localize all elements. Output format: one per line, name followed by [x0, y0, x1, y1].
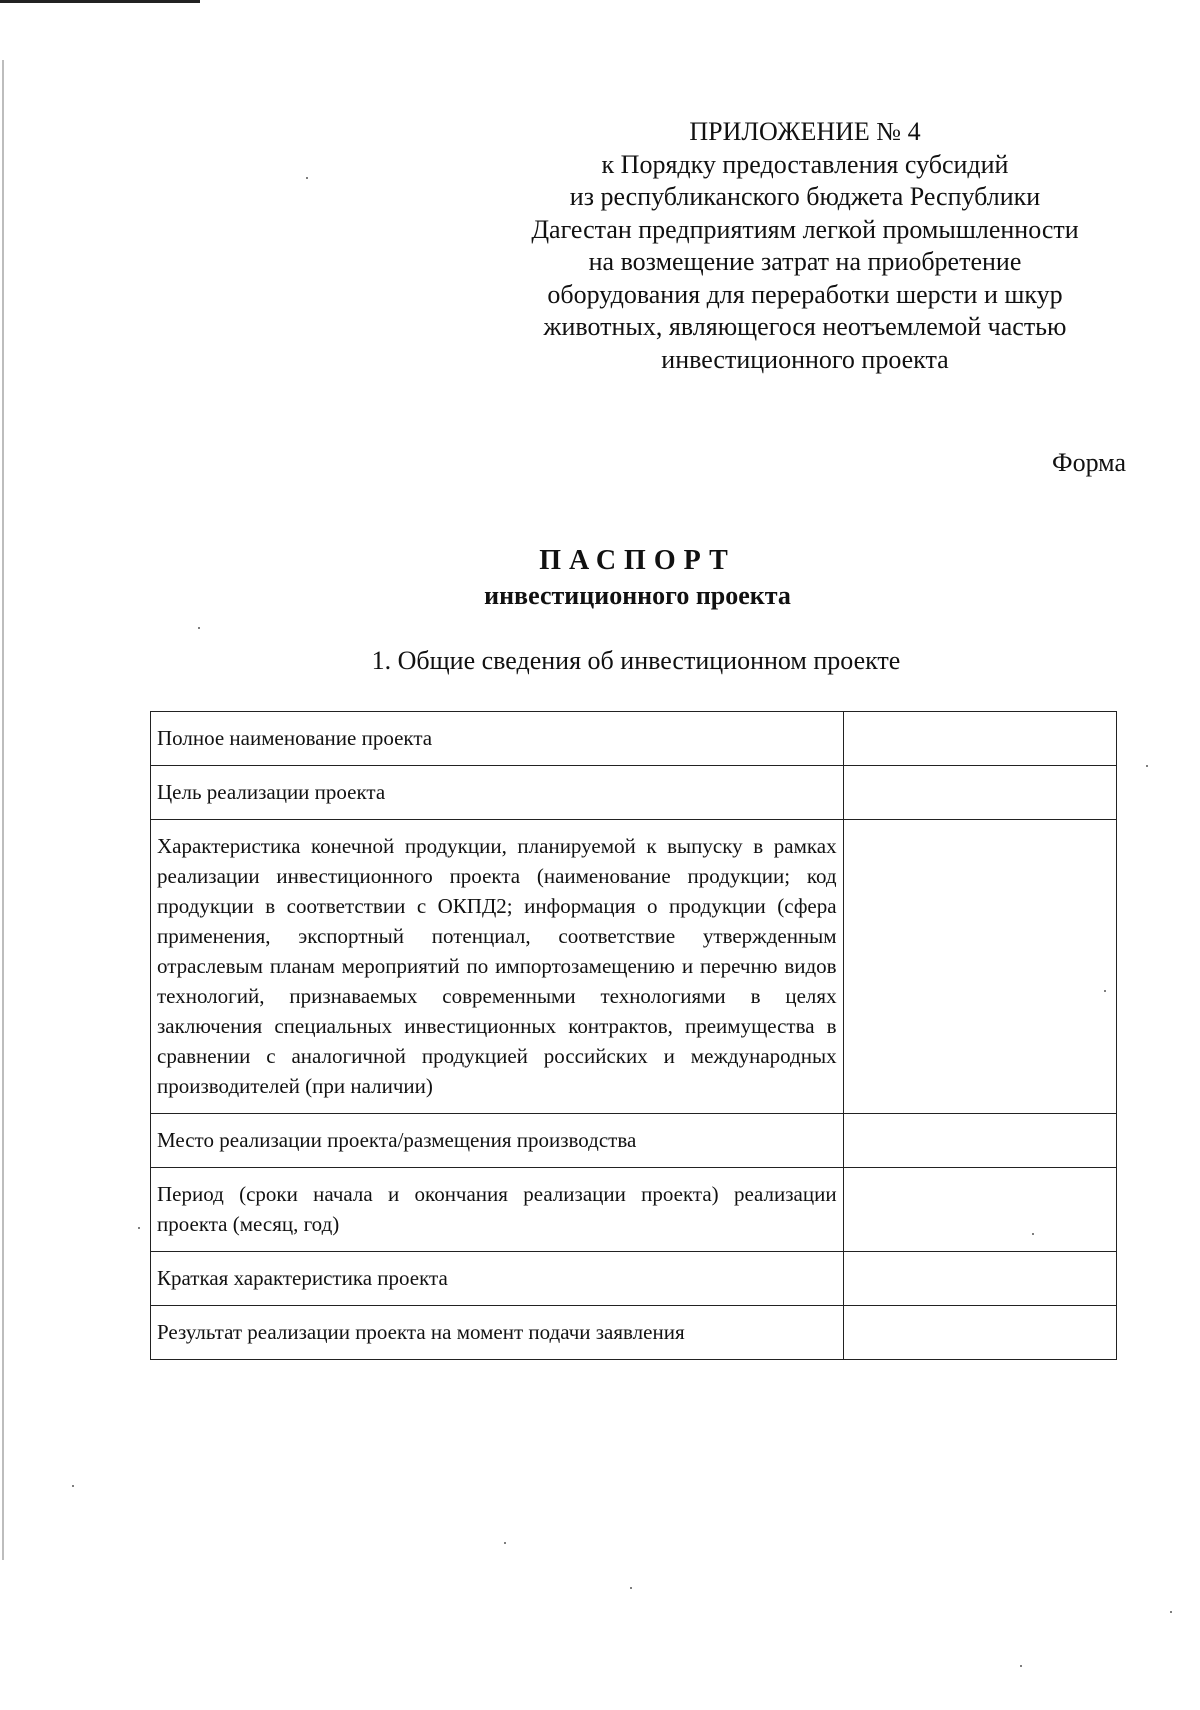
appendix-line: к Порядку предоставления субсидий	[601, 149, 1009, 179]
appendix-line: Дагестан предприятиям легкой промышленности	[531, 214, 1079, 244]
table-row	[151, 766, 1117, 820]
row-label: Результат реализации проекта на момент подачи заявления	[151, 1306, 844, 1360]
scan-speck	[504, 1542, 506, 1544]
passport-title: ПАСПОРТ	[539, 545, 736, 576]
row-value-cell[interactable]	[843, 1306, 1116, 1360]
scan-edge-mark	[0, 0, 200, 3]
table-row	[151, 820, 1117, 1114]
scan-speck	[1170, 1611, 1172, 1613]
scan-speck	[72, 1485, 74, 1487]
row-label: Краткая характеристика проекта	[151, 1252, 844, 1306]
scan-speck	[1146, 765, 1148, 767]
row-label: Полное наименование проекта	[151, 712, 844, 766]
scan-speck	[1020, 1665, 1022, 1667]
table-row	[151, 1252, 1117, 1306]
table-row	[151, 1306, 1117, 1360]
appendix-line: на возмещение затрат на приобретение	[588, 247, 1022, 276]
row-value-cell[interactable]	[843, 766, 1116, 820]
row-value-cell[interactable]	[843, 1252, 1116, 1306]
appendix-block	[460, 116, 1150, 376]
appendix-line: оборудования для переработки шерсти и шкур	[547, 279, 1063, 309]
scan-edge-mark	[2, 60, 4, 1560]
table-row	[151, 1114, 1117, 1168]
scan-speck	[1104, 990, 1106, 992]
scan-speck	[1032, 1233, 1034, 1235]
scan-speck	[138, 1227, 140, 1229]
appendix-line: из республиканского бюджета Республики	[569, 182, 1041, 211]
scan-speck	[198, 627, 200, 629]
row-value-cell[interactable]	[843, 712, 1116, 766]
passport-subtitle: инвестиционного проекта	[484, 581, 791, 610]
table-row	[151, 712, 1117, 766]
form-label: Форма	[1052, 448, 1126, 477]
section-title: 1. Общие сведения об инвестиционном проекте	[371, 646, 901, 675]
row-label: Место реализации проекта/размещения производства	[151, 1114, 844, 1168]
project-info-table	[150, 711, 1117, 1360]
row-value-cell[interactable]	[843, 820, 1116, 1114]
appendix-header: ПРИЛОЖЕНИЕ № 4	[689, 117, 921, 146]
appendix-line: животных, являющегося неотъемлемой частью	[543, 312, 1067, 341]
table-row	[151, 1168, 1117, 1252]
row-label: Период (сроки начала и окончания реализации проекта) реализации проекта (месяц, год)	[151, 1168, 844, 1252]
row-value-cell[interactable]	[843, 1168, 1116, 1252]
appendix-line: инвестиционного проекта	[661, 344, 949, 374]
row-value-cell[interactable]	[843, 1114, 1116, 1168]
scan-speck	[306, 177, 308, 179]
row-label: Характеристика конечной продукции, планируемой к выпуску в рамках реализации инвестиционного проекта (наименование продукции; код продукции в соответствии с ОКПД2; информация о продукции (сфера применения, экспортный потенциал, соответствие утвержденным отраслевым планам мероприятий по импортозамещению и перечню видов технологий, признаваемых современными технологиями в целях заключения специальных инвестиционных контрактов, преимущества в сравнении с аналогичной продукцией российских и международных производителей (при наличии)	[151, 820, 844, 1114]
scan-speck	[630, 1587, 632, 1589]
row-label: Цель реализации проекта	[151, 766, 844, 820]
